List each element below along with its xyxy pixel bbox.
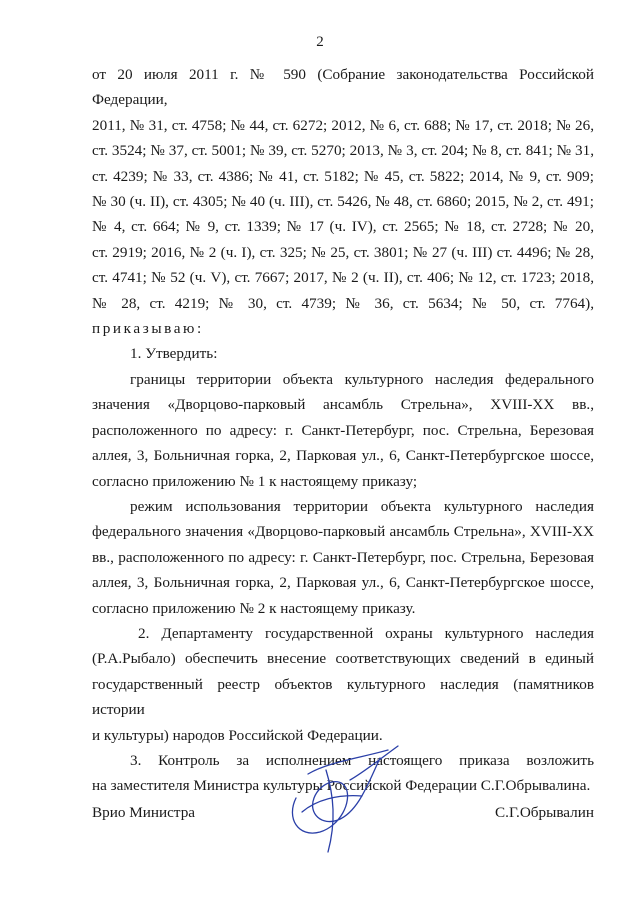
item2-line: (Р.А.Рыбало) обеспечить внесение соответствующих сведений в единый [92,650,594,668]
item3-line: 3. Контроль за исполнением настоящего приказа возложить [130,751,594,769]
signatory-name: С.Г.Обрывалин [495,804,594,821]
item2-line: 2. Департаменту государственной охраны культурного наследия [138,624,594,642]
preamble-line: ст. 4741; № 52 (ч. V), ст. 7667; 2017, № 2 (ч. II), ст. 406; № 12, ст. 1723; 2018, [92,269,594,287]
item2-line: государственный реестр объектов культурного наследия (памятников истории [92,675,594,719]
preamble-line: ст. 4239; № 33, ст. 4386; № 41, ст. 5182; № 45, ст. 5822; 2014, № 9, ст. 909; [92,167,594,185]
item1-heading: 1. Утвердить: [130,345,218,363]
document-body [92,62,594,799]
signatory-position: Врио Министра [92,804,196,821]
page-number: 2 [316,34,324,50]
order-word: приказываю: [92,320,204,338]
item3-line: на заместителя Министра культуры Российской Федерации С.Г.Обрывалина. [92,777,591,795]
item1b-line: федерального значения «Дворцово-парковый ансамбль Стрельна», XVIII-XX [92,523,594,541]
preamble-line: 2011, № 31, ст. 4758; № 44, ст. 6272; 2012, № 6, ст. 688; № 17, ст. 2018; № 26, [92,116,594,134]
preamble-line: от 20 июля 2011 г. № 590 (Собрание законодательства Российской Федерации, [92,66,594,109]
preamble-line: ст. 3524; № 37, ст. 5001; № 39, ст. 5270; 2013, № 3, ст. 204; № 8, ст. 841; № 31, [92,142,594,160]
item2-line: и культуры) народов Российской Федерации. [92,726,383,744]
preamble-line: № 30 (ч. II), ст. 4305; № 40 (ч. III), ст. 5426, № 48, ст. 6860; 2015, № 2, ст. 491; [92,193,594,211]
item1a-line: аллея, 3, Больничная горка, 2, Парковая ул., 6, Санкт-Петербургское шоссе, [92,447,594,465]
preamble-line: № 4, ст. 664; № 9, ст. 1339; № 17 (ч. IV), ст. 2565; № 18, ст. 2728; № 20, [92,218,594,236]
item1b-line: аллея, 3, Больничная горка, 2, Парковая ул., 6, Санкт-Петербургское шоссе, [92,574,594,592]
item1b-line: согласно приложению № 2 к настоящему приказу. [92,599,416,617]
item1b-line: вв., расположенного по адресу: г. Санкт-Петербург, пос. Стрельна, Березовая [92,548,594,566]
item1a-line: границы территории объекта культурного наследия федерального [130,370,594,388]
preamble-line: № 28, ст. 4219; № 30, ст. 4739; № 36, ст. 5634; № 50, ст. 7764), [92,294,594,312]
item1a-line: расположенного по адресу: г. Санкт-Петербург, пос. Стрельна, Березовая [92,421,594,439]
item1b-line: режим использования территории объекта культурного наследия [130,497,594,515]
preamble-line: ст. 2919; 2016, № 2 (ч. I), ст. 325; № 25, ст. 3801; № 27 (ч. III) ст. 4496; № 28, [92,243,594,261]
item1a-line: согласно приложению № 1 к настоящему приказу; [92,472,418,490]
item1a-line: значения «Дворцово-парковый ансамбль Стрельна», XVIII-XX вв., [92,396,594,414]
handwritten-signature [268,740,408,860]
